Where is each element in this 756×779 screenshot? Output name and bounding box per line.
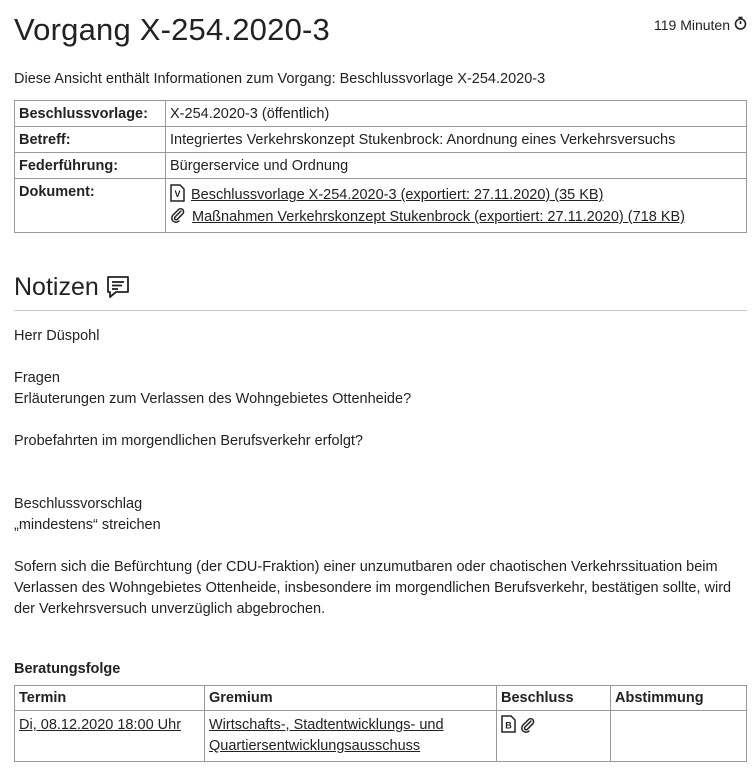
table-header-row [15, 686, 747, 711]
info-row [15, 127, 747, 153]
info-row [15, 101, 747, 127]
svg-text:V: V [174, 189, 181, 199]
beratungsfolge-heading: Beratungsfolge [14, 661, 121, 677]
note-line: Beschlussvorschlag [14, 496, 143, 512]
gremium-link[interactable]: Wirtschafts-, Stadtentwicklungs- und Quartiersentwicklungsausschuss [209, 717, 444, 754]
notes-heading-label: Notizen [14, 273, 99, 301]
note-comment-icon [105, 274, 131, 307]
document-item [170, 206, 742, 228]
intro-text: Diese Ansicht enthält Informationen zum Vorgang: Beschlussvorlage X-254.2020-3 [14, 71, 546, 87]
info-value: X-254.2020-3 (öffentlich) [166, 101, 747, 127]
note-line: Probefahrten im morgendlichen Berufsverkehr erfolgt? [14, 433, 363, 449]
documents-cell [166, 179, 747, 233]
termin-link[interactable]: Di, 08.12.2020 18:00 Uhr [19, 717, 182, 733]
timer [654, 16, 747, 33]
info-key: Dokument: [15, 179, 166, 233]
note-line: Erläuterungen zum Verlassen des Wohngebietes Ottenheide? [14, 391, 412, 407]
page-title: Vorgang X-254.2020-3 [14, 12, 330, 47]
document-item [170, 184, 742, 206]
info-key: Betreff: [15, 127, 166, 153]
gremium-cell [205, 711, 497, 762]
svg-text:B: B [505, 720, 512, 731]
vorlage-document-icon[interactable] [170, 184, 185, 206]
divider [14, 310, 747, 311]
note-line: Fragen [14, 370, 60, 386]
stopwatch-icon [734, 16, 747, 33]
paperclip-icon[interactable] [170, 207, 186, 227]
abstimmung-cell [611, 711, 747, 762]
column-header: Beschluss [497, 686, 611, 711]
column-header: Abstimmung [611, 686, 747, 711]
info-key: Federführung: [15, 153, 166, 179]
info-value: Integriertes Verkehrskonzept Stukenbrock: Anordnung eines Verkehrsversuchs [166, 127, 747, 153]
termin-cell [15, 711, 205, 762]
info-key: Beschlussvorlage: [15, 101, 166, 127]
column-header: Termin [15, 686, 205, 711]
info-table [14, 100, 747, 233]
note-line: Herr Düspohl [14, 328, 100, 344]
note-line: „mindestens“ streichen [14, 517, 161, 533]
paperclip-icon[interactable] [520, 717, 536, 740]
timer-label: 119 Minuten [653, 16, 730, 33]
info-value: Bürgerservice und Ordnung [166, 153, 747, 179]
document-link[interactable]: Maßnahmen Verkehrskonzept Stukenbrock (exportiert: 27.11.2020) (718 KB) [192, 209, 685, 225]
beschluss-cell [497, 711, 611, 762]
note-paragraph: Sofern sich die Befürchtung (der CDU-Fraktion) einer unzumutbaren oder chaotischen Verkehrssituation beim Verlassen des Wohngebietes Ottenheide, insbesondere im morgendlichen Berufsverkehr, bestätigen sollte, wird der Verkehrsversuch unverzüglich abgebrochen. [14, 559, 732, 617]
info-row-documents [15, 179, 747, 233]
notes-heading [14, 268, 131, 307]
beschluss-document-icon[interactable] [501, 715, 516, 740]
column-header: Gremium [205, 686, 497, 711]
beratungsfolge-table [14, 685, 747, 762]
info-row [15, 153, 747, 179]
document-link[interactable]: Beschlussvorlage X-254.2020-3 (exportiert: 27.11.2020) (35 KB) [191, 187, 604, 203]
table-row [15, 711, 747, 762]
